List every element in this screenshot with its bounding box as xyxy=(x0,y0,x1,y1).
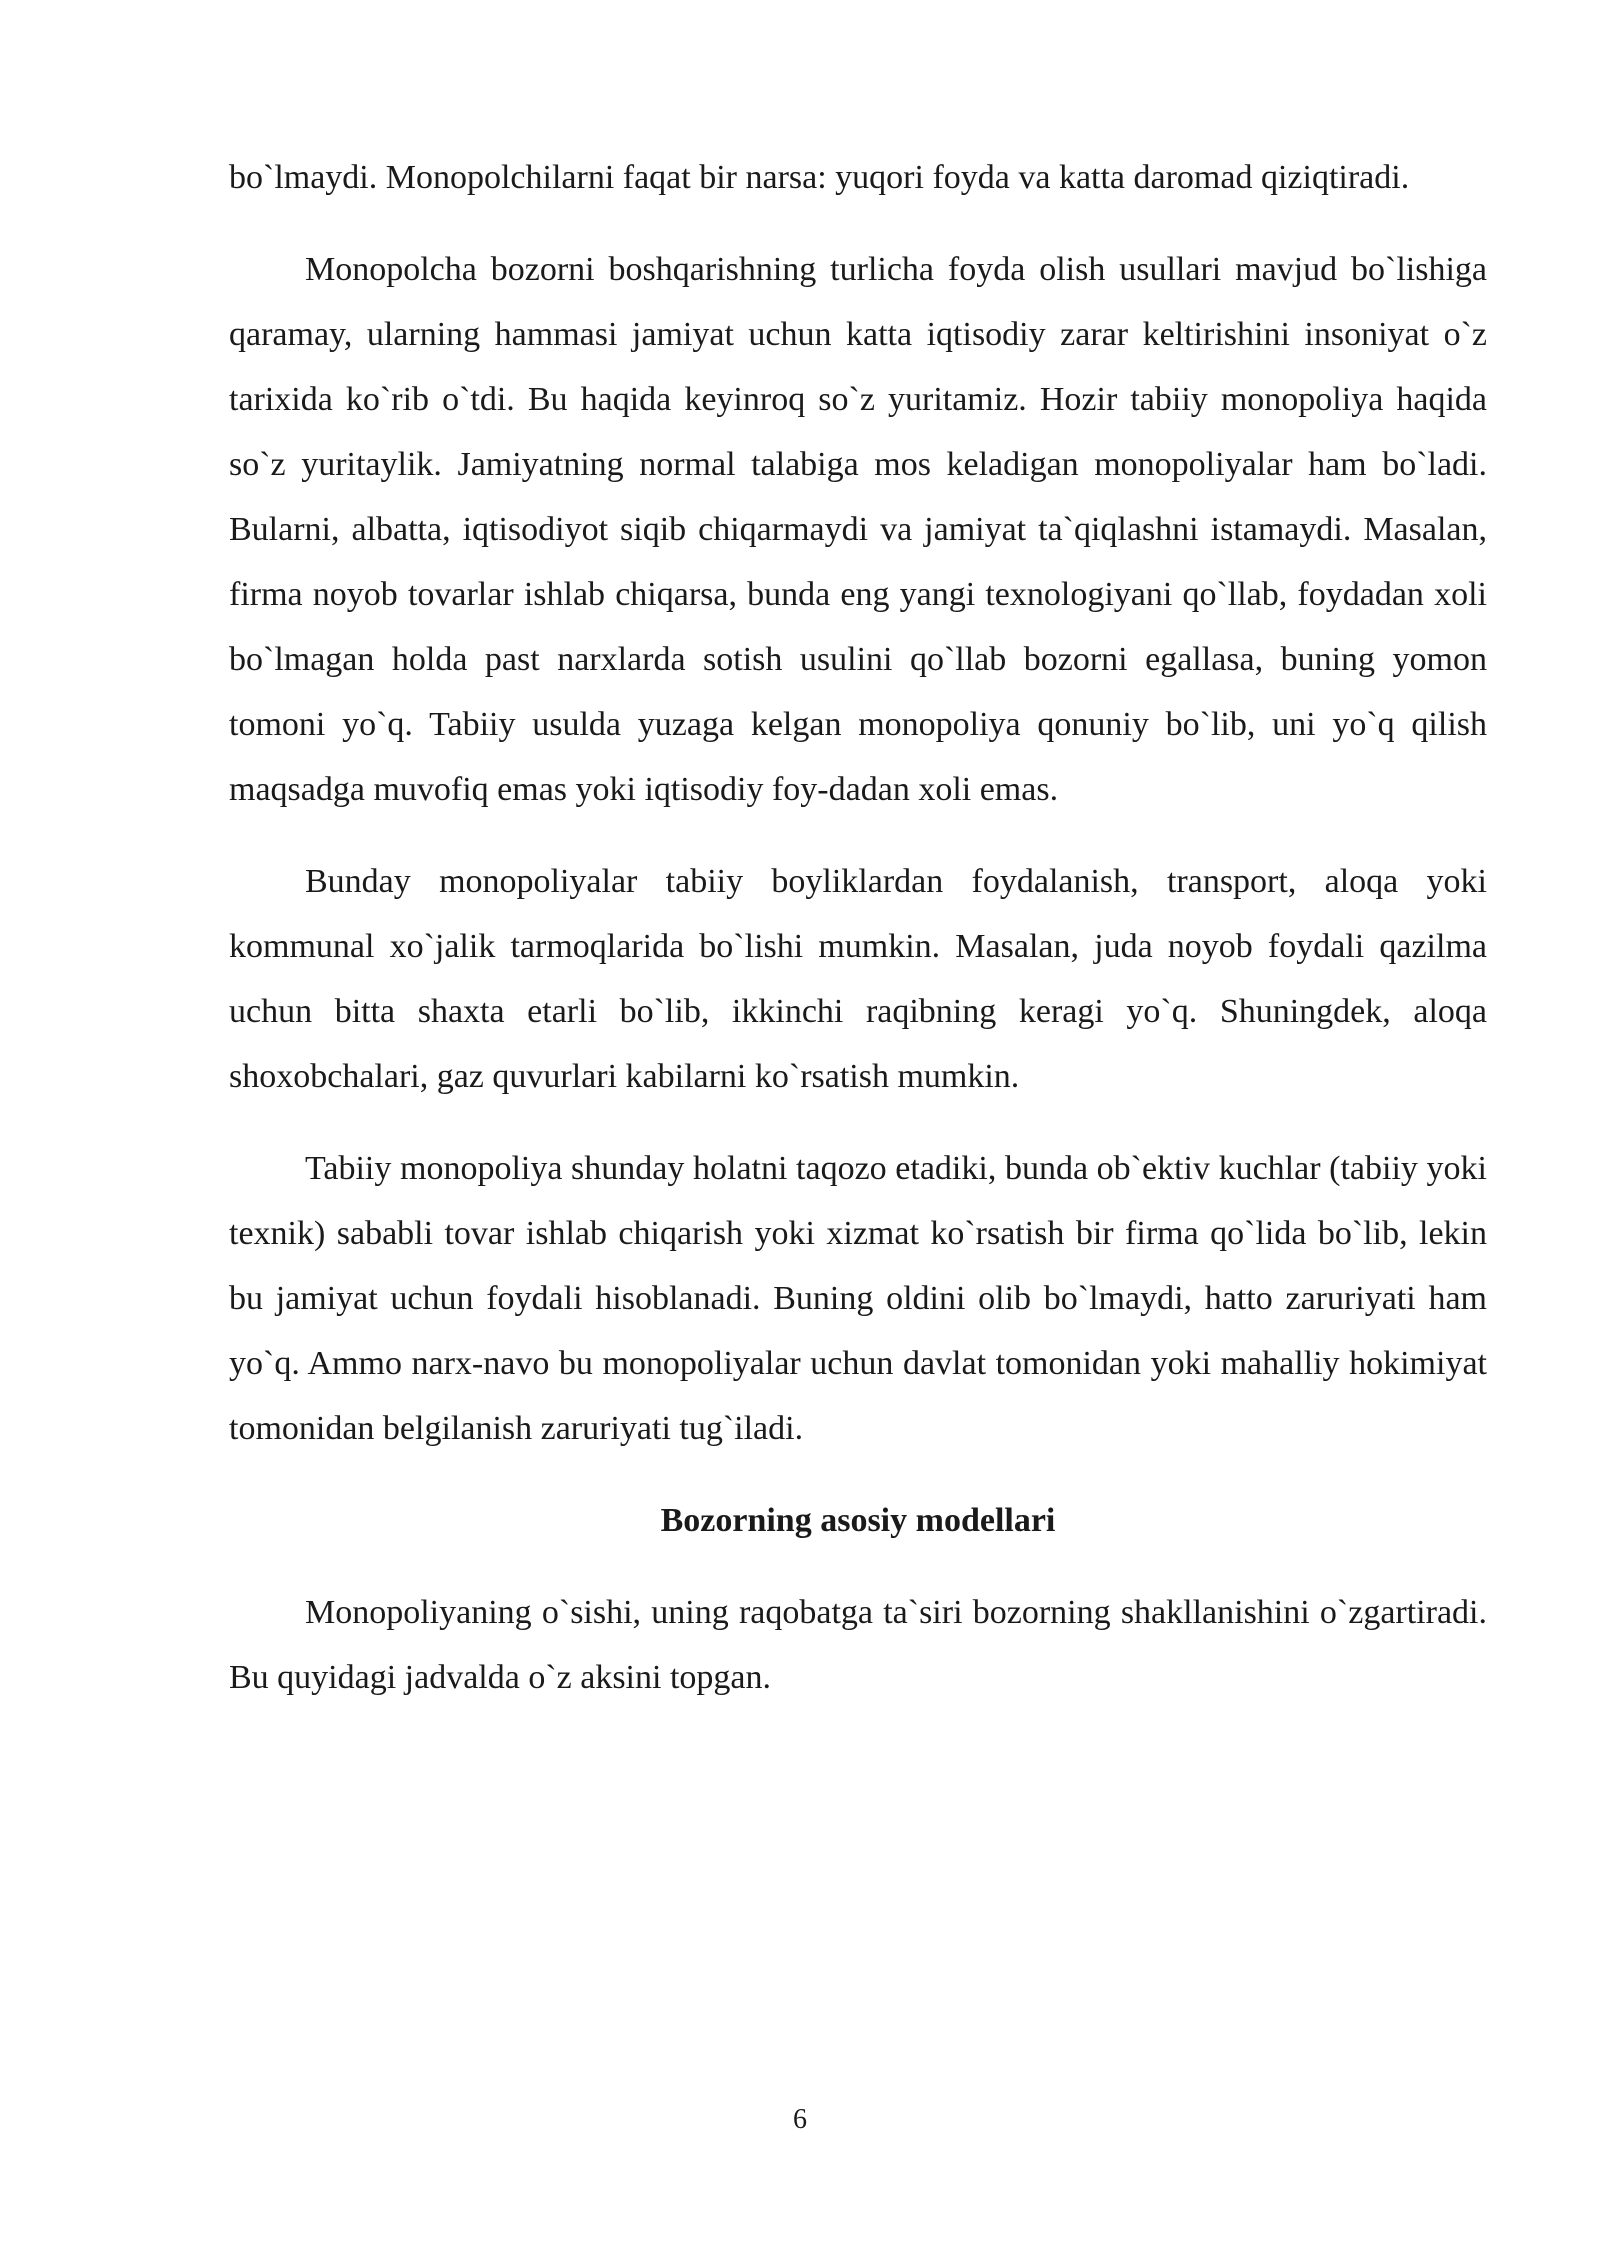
body-paragraph: Bunday monopoliyalar tabiiy boyliklardan foydalanish, transport, aloqa yoki kommunal xo`jalik tarmoqlarida bo`lishi mumkin. Masalan, juda noyob foydali qazilma uchun bitta shaxta etarli bo`lib, ikkinchi raqibning keragi yo`q. Shuningdek, aloqa shoxobchalari, gaz quvurlari kabilarni ko`rsatish mumkin. xyxy=(229,863,1487,1095)
body-paragraph: Tabiiy monopoliya shunday holatni taqozo etadiki, bunda ob`ektiv kuchlar (tabiiy yoki texnik) sababli tovar ishlab chiqarish yoki xizmat ko`rsatish bir firma qo`lida bo`lib, lekin bu jamiyat uchun foydali hisoblanadi. Buning oldini olib bo`lmaydi, hatto zaruriyati ham yo`q. Ammo narx-navo bu monopoliyalar uchun davlat tomonidan yoki mahalliy hokimiyat tomonidan belgilanish zaruriyati tug`iladi. xyxy=(229,1150,1487,1447)
body-paragraph: Monopoliyaning o`sishi, uning raqobatga ta`siri bozorning shakllanishini o`zgartiradi. Bu quyidagi jadvalda o`z aksini topgan. xyxy=(229,1594,1487,1696)
section-heading: Bozorning asosiy modellari xyxy=(660,1502,1056,1539)
continuation-paragraph: bo`lmaydi. Monopolchilarni faqat bir narsa: yuqori foyda va katta daromad qiziqtiradi. xyxy=(229,159,1410,196)
page-number: 6 xyxy=(793,2104,807,2135)
document-body xyxy=(229,145,1487,1710)
body-paragraph: Monopolcha bozorni boshqarishning turlicha foyda olish usullari mavjud bo`lishiga qaramay, ularning hammasi jamiyat uchun katta iqtisodiy zarar keltirishini insoniyat o`z tarixida ko`rib o`tdi. Bu haqida keyinroq so`z yuritamiz. Hozir tabiiy monopoliya haqida so`z yuritaylik. Jamiyatning normal talabiga mos keladigan monopoliyalar ham bo`ladi. Bularni, albatta, iqtisodiyot siqib chiqarmaydi va jamiyat ta`qiqlashni istamaydi. Masalan, firma noyob tovarlar ishlab chiqarsa, bunda eng yangi texnologiyani qo`llab, foydadan xoli bo`lmagan holda past narxlarda sotish usulini qo`llab bozorni egallasa, buning yomon tomoni yo`q. Tabiiy usulda yuzaga kelgan monopoliya qonuniy bo`lib, uni yo`q qilish maqsadga muvofiq emas yoki iqtisodiy foy-dadan xoli emas. xyxy=(229,251,1487,808)
